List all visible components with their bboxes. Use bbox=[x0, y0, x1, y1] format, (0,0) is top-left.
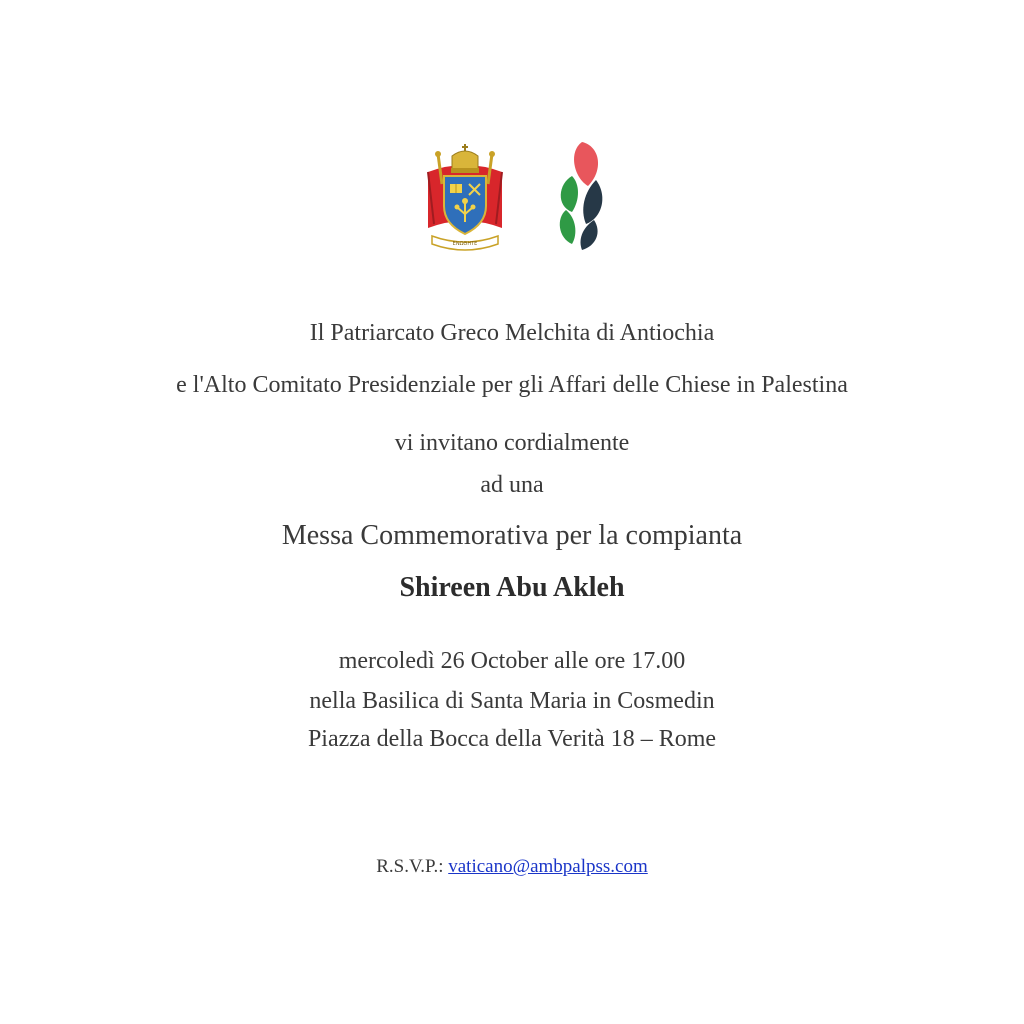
host-line-1: Il Patriarcato Greco Melchita di Antiochia bbox=[309, 320, 715, 346]
invite-line-2: ad una bbox=[480, 472, 544, 498]
host-line-2: e l'Alto Comitato Presidenziale per gli Affari delle Chiese in Palestina bbox=[176, 372, 848, 398]
rsvp-line bbox=[0, 856, 1024, 878]
rsvp-email-link[interactable]: vaticano@ambpalpss.com bbox=[448, 856, 648, 877]
crest-motto: ΕΝΩΘΗΤΕ bbox=[452, 241, 478, 247]
rsvp-label: R.S.V.P.: bbox=[376, 856, 444, 877]
event-venue: nella Basilica di Santa Maria in Cosmedin bbox=[309, 688, 715, 714]
event-date: mercoledì 26 October alle ore 17.00 bbox=[338, 648, 686, 674]
invite-line: vi invitano cordialmente bbox=[394, 430, 630, 456]
palestinian-leaf-logo-icon bbox=[552, 140, 608, 250]
honoree-name: Shireen Abu Akleh bbox=[399, 572, 625, 603]
event-title: Messa Commemorativa per la compianta bbox=[281, 520, 743, 551]
event-address: Piazza della Bocca della Verità 18 – Rome bbox=[307, 726, 717, 752]
logo-row bbox=[0, 140, 1024, 255]
melkite-patriarchate-crest-icon bbox=[422, 144, 508, 252]
